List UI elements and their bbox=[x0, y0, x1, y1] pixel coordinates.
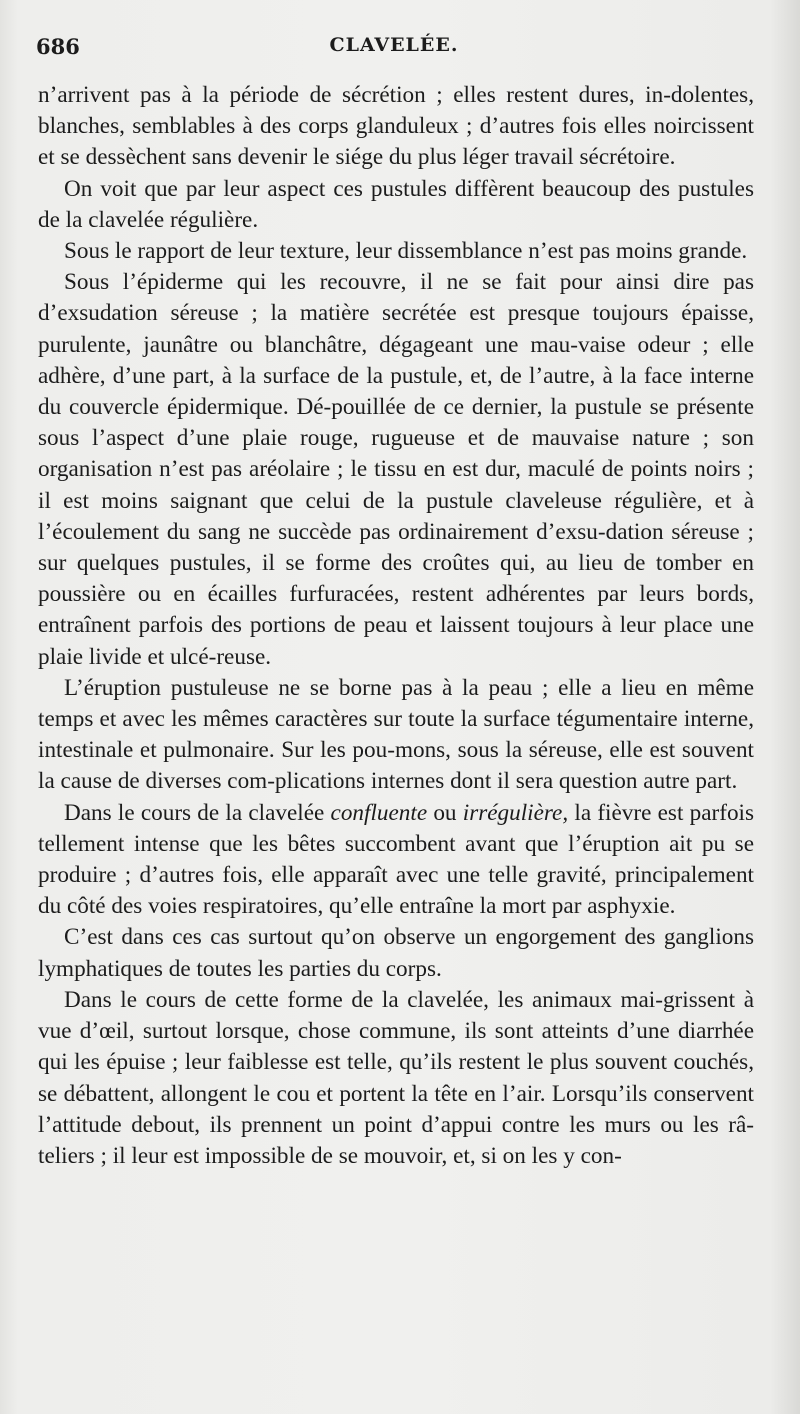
paragraph: On voit que par leur aspect ces pustules diffèrent beaucoup des pustules de la clavelée régulière. bbox=[38, 175, 754, 233]
page-number: 686 bbox=[36, 34, 80, 59]
italic-term-confluente: confluente bbox=[330, 799, 428, 826]
paragraph: Sous l’épiderme qui les recouvre, il ne se fait pour ainsi dire pas d’exsudation séreuse ; la matière secrétée est presque toujours épaisse, purulente, jaunâtre ou blanchâtre, dégageant une mau-vaise odeur ; elle adhère, d’une part, à la surface de la pustule, et, de l’autre, à la face interne du couvercle épidermique. Dé-pouillée de ce dernier, la pustule se présente sous l’aspect d’une plaie rouge, rugueuse et de mauvaise nature ; son organisation n’est pas aréolaire ; le tissu en est dur, maculé de points noirs ; il est moins saignant que celui de la pustule claveleuse régulière, et à l’écoulement du sang ne succède pas ordinairement d’exsu-dation séreuse ; sur quelques pustules, il se forme des croûtes qui, au lieu de tomber en poussière ou en écailles furfuracées, restent adhérentes par leurs bords, entraînent parfois des portions de peau et laissent toujours à leur place une plaie livide et ulcé-reuse. bbox=[38, 269, 754, 670]
page-header bbox=[36, 34, 752, 64]
paragraph: Sous le rapport de leur texture, leur dissemblance n’est pas moins grande. bbox=[64, 238, 748, 265]
paragraph-with-italics bbox=[38, 798, 754, 923]
paragraph: Dans le cours de cette forme de la clavelée, les animaux mai-grissent à vue d’œil, surtout lorsque, chose commune, ils sont atteints d’une diarrhée qui les épuise ; leur faiblesse est telle, qu’ils restent le plus souvent couchés, se débattent, allongent le cou et portent la tête en l’air. Lorsqu’ils conservent l’attitude debout, ils prennent un point d’appui contre les murs ou les râ-teliers ; il leur est impossible de se mouvoir, et, si on les y con- bbox=[38, 986, 754, 1169]
paragraph-text: ou bbox=[427, 799, 463, 826]
running-title: CLAVELÉE. bbox=[329, 34, 459, 56]
paragraph-continuation: n’arrivent pas à la période de sécrétion ; elles restent dures, in-dolentes, blanches, semblables à des corps glanduleux ; d’autres fois elles noircissent et se dessèchent sans devenir le siége du plus léger travail sécrétoire. bbox=[38, 82, 754, 171]
paragraph-text: Dans le cours de la clavelée bbox=[64, 799, 331, 826]
paragraph: L’éruption pustuleuse ne se borne pas à la peau ; elle a lieu en même temps et avec les mêmes caractères sur toute la surface tégumentaire interne, intestinale et pulmonaire. Sur les pou-mons, sous la séreuse, elle est souvent la cause de diverses com-plications internes dont il sera question autre part. bbox=[38, 674, 754, 795]
italic-term-irreguliere: irrégulière, bbox=[462, 799, 569, 826]
paragraph-text: la fièvre est parfois tellement intense que les bêtes succombent avant que l’éruption ait pu se produire ; d’autres fois, elle apparaît avec une telle gravité, principalement du côté des voies respiratoires, qu’elle entraîne la mort par asphyxie. bbox=[38, 799, 754, 920]
body-text bbox=[38, 80, 754, 1172]
paragraph: C’est dans ces cas surtout qu’on observe un engorgement des ganglions lymphatiques de toutes les parties du corps. bbox=[38, 924, 754, 982]
